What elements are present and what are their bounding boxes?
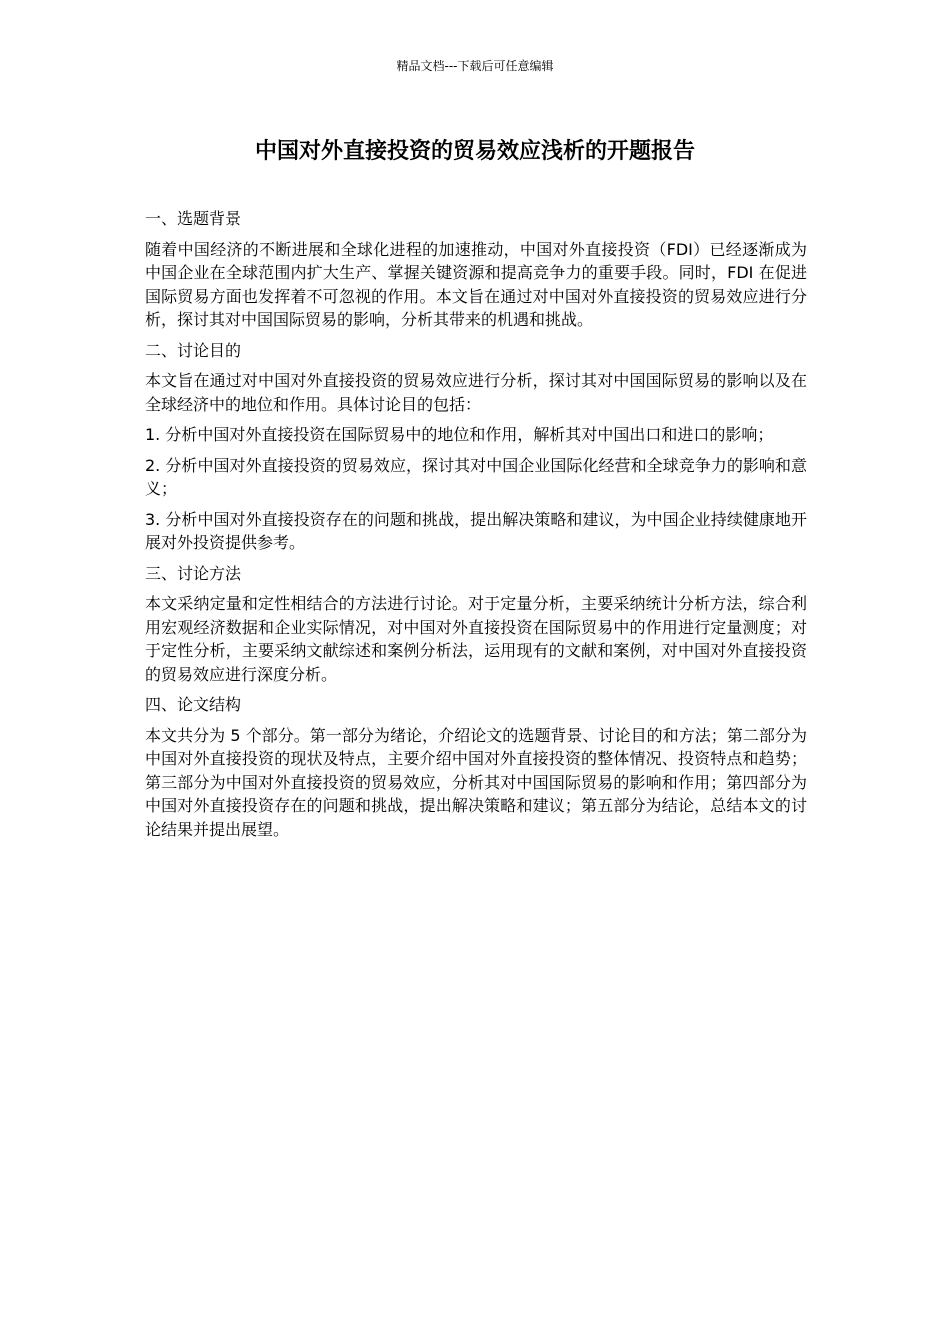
purpose-item-2: 2. 分析中国对外直接投资的贸易效应，探讨其对中国企业国际化经营和全球竞争力的影响和意义； [145, 455, 807, 498]
section-heading-purpose: 二、讨论目的 [145, 340, 242, 360]
structure-paragraph: 本文共分为 5 个部分。第一部分为绪论，介绍论文的选题背景、讨论目的和方法；第二部分为中国对外直接投资的现状及特点，主要介绍中国对外直接投资的整体情况、投资特点和趋势；第三部分为中国对外直接投资的贸易效应，分析其对中国国际贸易的影响和作用；第四部分为中国对外直接投资存在的问题和挑战，提出解决策略和建议；第五部分为结论，总结本文的讨论结果并提出展望。 [145, 725, 807, 839]
section-heading-method: 三、讨论方法 [145, 563, 242, 583]
purpose-item-3: 3. 分析中国对外直接投资存在的问题和挑战，提出解决策略和建议，为中国企业持续健康地开展对外投资提供参考。 [145, 509, 807, 552]
background-paragraph: 随着中国经济的不断进展和全球化进程的加速推动，中国对外直接投资（FDI）已经逐渐成为中国企业在全球范围内扩大生产、掌握关键资源和提高竞争力的重要手段。同时，FDI 在促进国际贸易方面也发挥着不可忽视的作用。本文旨在通过对中国对外直接投资的贸易效应进行分析，探讨其对中国国际贸易的影响，分析其带来的机遇和挑战。 [145, 239, 807, 329]
purpose-paragraph: 本文旨在通过对中国对外直接投资的贸易效应进行分析，探讨其对中国国际贸易的影响以及在全球经济中的地位和作用。具体讨论目的包括： [145, 371, 807, 414]
method-paragraph: 本文采纳定量和定性相结合的方法进行讨论。对于定量分析，主要采纳统计分析方法，综合利用宏观经济数据和企业实际情况，对中国对外直接投资在国际贸易中的作用进行定量测度；对于定性分析，主要采纳文献综述和案例分析法，运用现有的文献和案例，对中国对外直接投资的贸易效应进行深度分析。 [145, 594, 807, 684]
section-heading-structure: 四、论文结构 [145, 695, 242, 714]
header-note: 精品文档---下载后可任意编辑 [396, 59, 554, 73]
document-body [145, 207, 807, 848]
section-heading-background: 一、选题背景 [145, 209, 242, 228]
purpose-item-1: 1. 分析中国对外直接投资在国际贸易中的地位和作用，解析其对中国出口和进口的影响； [145, 425, 774, 444]
document-title: 中国对外直接投资的贸易效应浅析的开题报告 [254, 139, 695, 164]
